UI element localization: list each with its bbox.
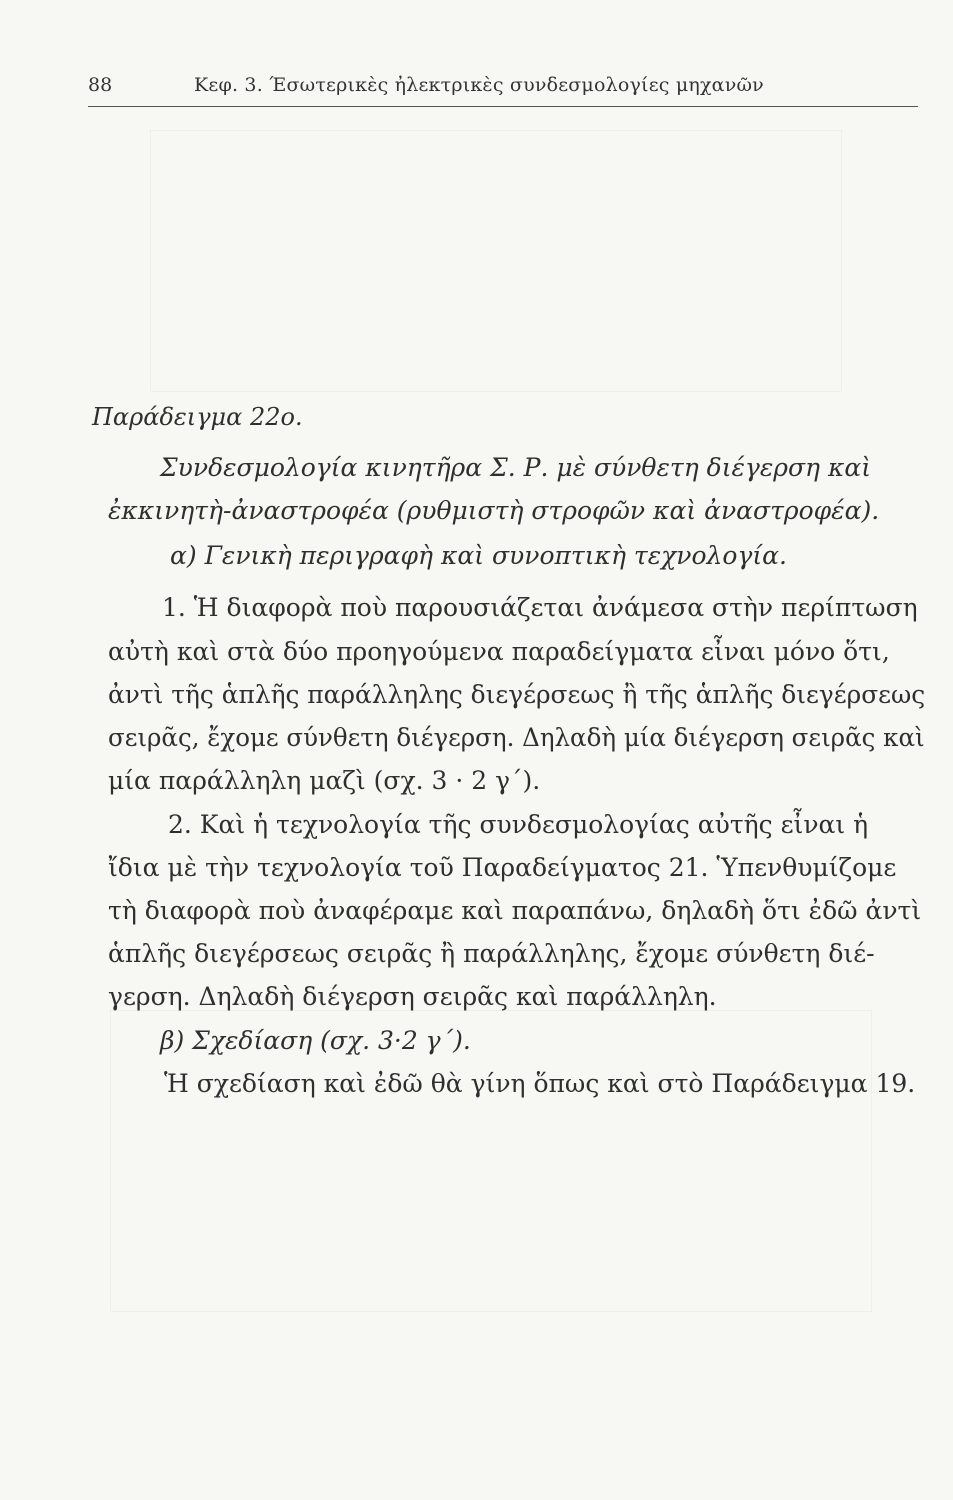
subsection-b-heading: β) Σχεδίαση (σχ. 3·2 γ΄). bbox=[160, 1026, 471, 1055]
paragraph-3: Ἡ σχεδίαση καὶ ἐδῶ θὰ γίνη ὅπως καὶ στὸ Παράδειγμα 19. bbox=[164, 1069, 916, 1098]
paragraph-2-line: ἴδια μὲ τὴν τεχνολογία τοῦ Παραδείγματος 21. Ὑπενθυμίζομε bbox=[108, 853, 897, 882]
page-number: 88 bbox=[88, 74, 113, 96]
paragraph-2-line: ἁπλῆς διεγέρσεως σειρᾶς ἢ παράλληλης, ἔχομε σύνθετη διέ- bbox=[108, 939, 875, 968]
example-title-line: ἐκκινητὴ-ἀναστροφέα (ρυθμιστὴ στροφῶν καὶ ἀναστροφέα). bbox=[108, 496, 880, 525]
paragraph-2-line: τὴ διαφορὰ ποὺ ἀναφέραμε καὶ παραπάνω, δηλαδὴ ὅτι ἐδῶ ἀντὶ bbox=[108, 896, 922, 925]
paragraph-1-line: αὐτὴ καὶ στὰ δύο προηγούμενα παραδείγματα εἶναι μόνο ὅτι, bbox=[108, 637, 890, 666]
paragraph-1-line: μία παράλληλη μαζὶ (σχ. 3 · 2 γ΄). bbox=[108, 766, 541, 795]
paragraph-2-line: γερση. Δηλαδὴ διέγερση σειρᾶς καὶ παράλληλη. bbox=[108, 982, 717, 1011]
example-heading: Παράδειγμα 22ο. bbox=[92, 403, 303, 431]
paragraph-1-line: σειρᾶς, ἔχομε σύνθετη διέγερση. Δηλαδὴ μία διέγερση σειρᾶς καὶ bbox=[108, 723, 925, 752]
paragraph-2-line: 2. Καὶ ἡ τεχνολογία τῆς συνδεσμολογίας αὐτῆς εἶναι ἡ bbox=[168, 810, 869, 839]
example-title-line: Συνδεσμολογία κινητῆρα Σ. Ρ. μὲ σύνθετη διέγερση καὶ bbox=[160, 453, 872, 482]
header-rule bbox=[88, 106, 918, 107]
paragraph-1-line: ἀντὶ τῆς ἁπλῆς παράλληλης διεγέρσεως ἢ τῆς ἁπλῆς διεγέρσεως bbox=[108, 680, 926, 709]
running-title: Κεφ. 3. Έσωτερικὲς ἠλεκτρικὲς συνδεσμολογίες μηχανῶν bbox=[194, 74, 764, 96]
paragraph-1-line: 1. Ἡ διαφορὰ ποὺ παρουσιάζεται ἀνάμεσα στὴν περίπτωση bbox=[162, 593, 918, 622]
show-through-figure bbox=[150, 130, 842, 392]
subsection-a-heading: α) Γενικὴ περιγραφὴ καὶ συνοπτικὴ τεχνολογία. bbox=[170, 541, 787, 570]
